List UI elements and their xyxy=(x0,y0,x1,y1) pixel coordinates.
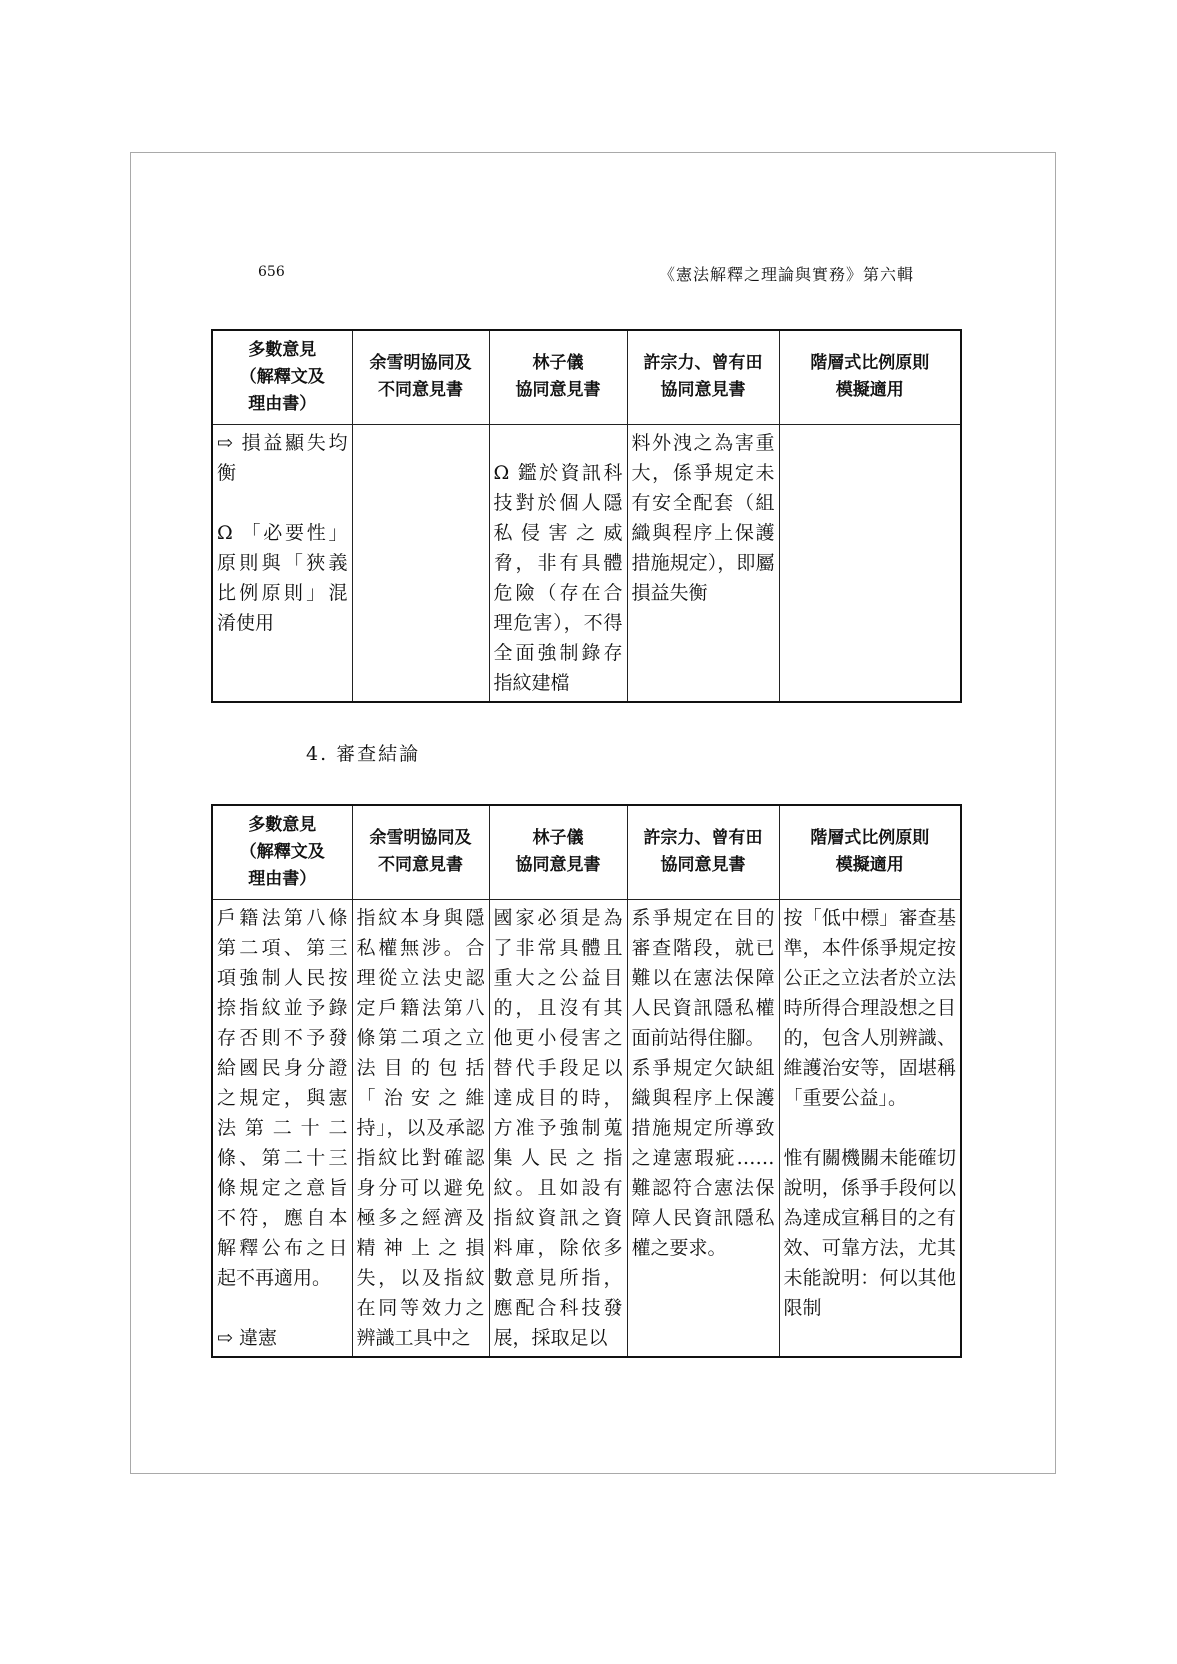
col-header-tiered-proportionality: 階層式比例原則 模擬適用 xyxy=(779,330,961,424)
cell-majority: ⇨ 損益顯失均衡 Ω 「必要性」原則與「狹義比例原則」混淆使用 xyxy=(212,424,352,702)
page-number: 656 xyxy=(258,264,285,280)
table-header-row xyxy=(212,330,961,424)
comparison-table-1 xyxy=(211,329,962,703)
cell-tiered xyxy=(779,424,961,702)
comparison-table-2 xyxy=(211,804,962,1358)
table-header-row xyxy=(212,805,961,899)
running-title: 《憲法解釋之理論與實務》第六輯 xyxy=(658,265,914,284)
col-header-majority: 多數意見 （解釋文及 理由書） xyxy=(212,805,352,899)
section-heading: 4. 審查結論 xyxy=(306,743,421,765)
table-row xyxy=(212,424,961,702)
cell-lin: 國家必須是為了非常具體且重大之公益目的，且沒有其他更小侵害之替代手段足以達成目的時，方准予強制蒐集人民之指紋。且如設有指紋資訊之資料庫，除依多數意見所指，應配合科技發展，採取足以 xyxy=(489,899,627,1357)
page-header xyxy=(258,262,914,286)
cell-yu xyxy=(352,424,489,702)
cell-lin: Ω 鑑於資訊科技對於個人隱私侵害之威脅，非有具體危險（存在合理危害），不得全面強制錄存指紋建檔 xyxy=(489,424,627,702)
col-header-tiered-proportionality: 階層式比例原則 模擬適用 xyxy=(779,805,961,899)
col-header-yu: 余雪明協同及 不同意見書 xyxy=(352,330,489,424)
col-header-hsu-tseng: 許宗力、曾有田 協同意見書 xyxy=(627,330,779,424)
cell-tiered: 按「低中標」審查基準，本件係爭規定按公正之立法者於立法時所得合理設想之目的，包含人別辨識、維護治安等，固堪稱「重要公益」。 惟有關機關未能確切說明，係爭手段何以為達成宣稱目的之有效、可靠方法，尤其未能說明：何以其他限制 xyxy=(779,899,961,1357)
col-header-majority: 多數意見 （解釋文及 理由書） xyxy=(212,330,352,424)
col-header-lin: 林子儀 協同意見書 xyxy=(489,330,627,424)
col-header-hsu-tseng: 許宗力、曾有田 協同意見書 xyxy=(627,805,779,899)
cell-majority: 戶籍法第八條第二項、第三項強制人民按捺指紋並予錄存否則不予發給國民身分證之規定，與憲法第二十二條、第二十三條規定之意旨不符，應自本解釋公布之日起不再適用。 ⇨ 違憲 xyxy=(212,899,352,1357)
col-header-lin: 林子儀 協同意見書 xyxy=(489,805,627,899)
cell-hsu-tseng: 系爭規定在目的審查階段，就已難以在憲法保障人民資訊隱私權面前站得住腳。 系爭規定欠缺組織與程序上保護措施規定所導致之違憲瑕疵……難認符合憲法保障人民資訊隱私權之要求。 xyxy=(627,899,779,1357)
cell-hsu-tseng: 料外洩之為害重大，係爭規定未有安全配套（組織與程序上保護措施規定），即屬損益失衡 xyxy=(627,424,779,702)
col-header-yu: 余雪明協同及 不同意見書 xyxy=(352,805,489,899)
table-row xyxy=(212,899,961,1357)
cell-yu: 指紋本身與隱私權無涉。合理從立法史認定戶籍法第八條第二項之立法目的包括「治安之維持」，以及承認指紋比對確認身分可以避免極多之經濟及精神上之損失，以及指紋在同等效力之辨識工具中之 xyxy=(352,899,489,1357)
